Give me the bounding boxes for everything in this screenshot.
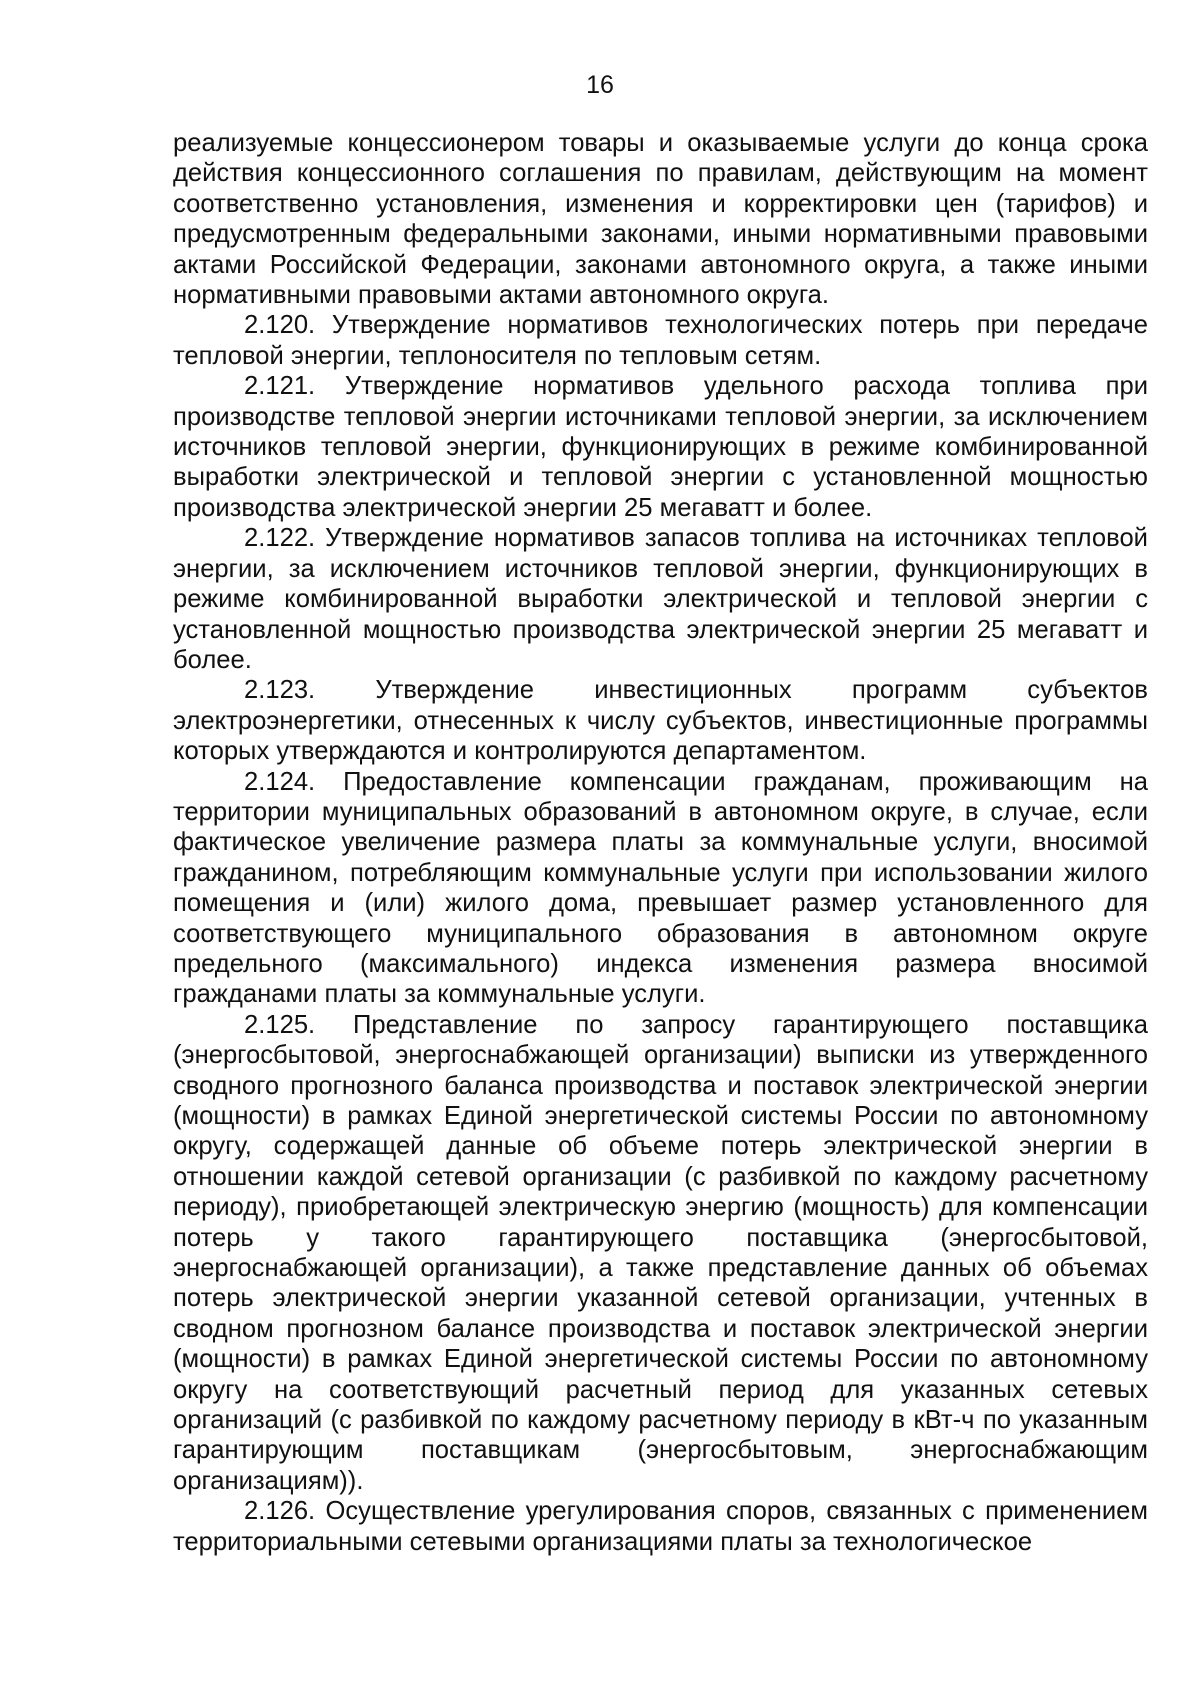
- paragraph-text: Утверждение нормативов удельного расхода топлива при производстве тепловой энергии источниками тепловой энергии, за исключением источников тепловой энергии, функционирующих в режиме комбинированной выработки электрической и тепловой энергии с установленной мощностью производства электрической энергии 25 мегаватт и более.: [173, 372, 1148, 522]
- paragraph-text: Представление по запросу гарантирующего поставщика (энергосбытовой, энергоснабжающей организации) выписки из утвержденного сводного прогнозного баланса производства и поставок электрической энергии (мощности) в рамках Единой энергетической системы России по автономному округу, содержащей данные об объеме потерь электрической энергии в отношении каждой сетевой организации (с разбивкой по каждому расчетному периоду), приобретающей электрическую энергию (мощность) для компенсации потерь у такого гарантирующего поставщика (энергосбытовой, энергоснабжающей организации), а также представление данных об объемах потерь электрической энергии указанной сетевой организации, учтенных в сводном прогнозном балансе производства и поставок электрической энергии (мощности) в рамках Единой энергетической системы России по автономному округу на соответствующий расчетный период для указанных сетевых организаций (с разбивкой по каждому расчетному периоду в кВт-ч по указанным гарантирующим поставщикам (энергосбытовым, энергоснабжающим организациям)).: [173, 1010, 1148, 1495]
- page-number: 16: [586, 71, 614, 99]
- paragraph-2-122: [173, 523, 1148, 675]
- paragraph-2-126: [173, 1496, 1148, 1557]
- clause-number: 2.126.: [244, 1497, 326, 1526]
- paragraph-text: Утверждение нормативов технологических потерь при передаче тепловой энергии, теплоносителя по тепловым сетям.: [173, 311, 1148, 370]
- paragraph-2-121: [173, 371, 1148, 523]
- paragraph-2-124: [173, 767, 1148, 1010]
- clause-number: 2.120.: [244, 311, 332, 340]
- document-body: [173, 128, 1148, 1557]
- clause-number: 2.124.: [244, 767, 344, 796]
- clause-number: 2.125.: [244, 1010, 353, 1039]
- paragraph-continuation: [173, 128, 1148, 310]
- paragraph-text: Осуществление урегулирования споров, связанных с применением территориальными сетевыми организациями платы за технологическое: [173, 1497, 1148, 1556]
- clause-number: 2.122.: [244, 524, 326, 553]
- paragraph-text: реализуемые концессионером товары и оказываемые услуги до конца срока действия концессионного соглашения по правилам, действующим на момент соответственно установления, изменения и корректировки цен (тарифов) и предусмотренным федеральными законами, иными нормативными правовыми актами Российской Федерации, законами автономного округа, а также иными нормативными правовыми актами автономного округа.: [173, 129, 1148, 310]
- paragraph-2-125: [173, 1010, 1148, 1497]
- paragraph-text: Утверждение инвестиционных программ субъектов электроэнергетики, отнесенных к числу субъектов, инвестиционные программы которых утверждаются и контролируются департаментом.: [173, 676, 1148, 766]
- paragraph-2-120: [173, 310, 1148, 371]
- paragraph-text: Утверждение нормативов запасов топлива на источниках тепловой энергии, за исключением источников тепловой энергии, функционирующих в режиме комбинированной выработки электрической и тепловой энергии с установленной мощностью производства электрической энергии 25 мегаватт и более.: [173, 524, 1148, 674]
- clause-number: 2.121.: [244, 372, 345, 401]
- paragraph-text: Предоставление компенсации гражданам, проживающим на территории муниципальных образований в автономном округе, в случае, если фактическое увеличение размера платы за коммунальные услуги, вносимой гражданином, потребляющим коммунальные услуги при использовании жилого помещения и (или) жилого дома, превышает размер установленного для соответствующего муниципального образования в автономном округе предельного (максимального) индекса изменения размера вносимой гражданами платы за коммунальные услуги.: [173, 767, 1148, 1009]
- paragraph-2-123: [173, 675, 1148, 766]
- clause-number: 2.123.: [244, 676, 376, 705]
